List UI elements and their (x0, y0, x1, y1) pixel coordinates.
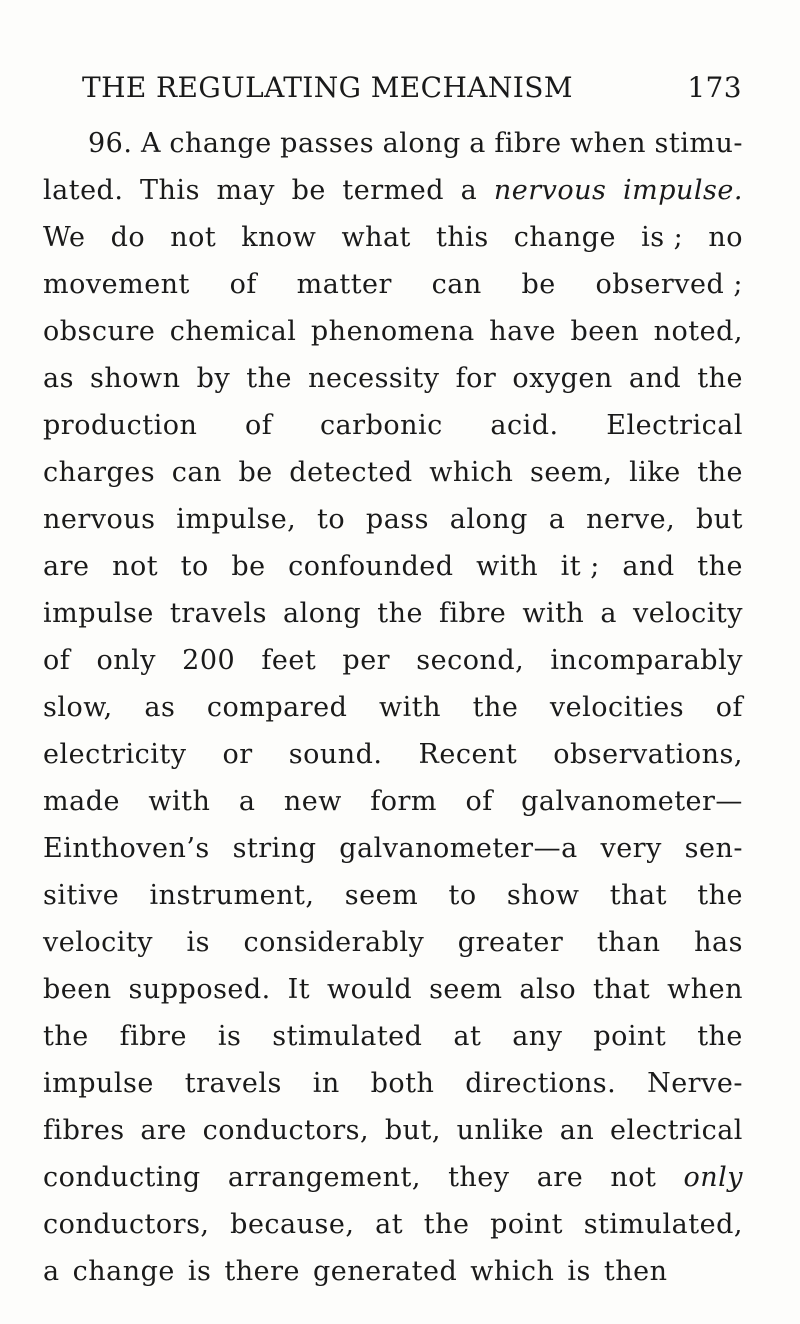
word: as (144, 692, 176, 723)
word: the (246, 363, 293, 394)
word: of (245, 410, 273, 441)
word: a (43, 1256, 60, 1287)
word: is (187, 1256, 212, 1287)
word: incomparably (550, 645, 743, 676)
word: the (697, 363, 743, 394)
word: but (695, 504, 743, 535)
word: feet (261, 645, 317, 676)
word: detected (289, 457, 413, 488)
word: then (603, 1256, 668, 1287)
text-line (43, 1060, 743, 1107)
word: an (559, 1115, 595, 1146)
word: charges (43, 457, 156, 488)
word: acid. (490, 410, 559, 441)
word: be (521, 269, 556, 300)
word: made (43, 786, 120, 817)
page-number: 173 (687, 71, 742, 104)
word: that (593, 974, 651, 1005)
word: chemical (169, 316, 297, 347)
word: production (43, 410, 198, 441)
text-line (43, 684, 743, 731)
word: for (455, 363, 497, 394)
word: by (196, 363, 231, 394)
word: at (375, 1209, 404, 1240)
word: not (112, 551, 159, 582)
word: matter (296, 269, 392, 300)
text-line (43, 120, 743, 167)
word: considerably (243, 927, 425, 958)
word: is ; (641, 222, 684, 253)
word: been (43, 974, 112, 1005)
text-line (43, 1107, 743, 1154)
word: slow, (43, 692, 113, 723)
word: velocities (549, 692, 685, 723)
word: galvanometer— (521, 786, 743, 817)
word: not (610, 1162, 657, 1193)
word: are (43, 551, 90, 582)
word: it ; (560, 551, 600, 582)
word: impulse, (176, 504, 297, 535)
word: stimu- (654, 128, 743, 159)
word: sound. (288, 739, 383, 770)
word: compared (206, 692, 348, 723)
running-head (82, 68, 742, 108)
word: observed ; (595, 269, 743, 300)
word: A (140, 128, 161, 159)
word: a (238, 786, 256, 817)
word: impulse (43, 598, 154, 629)
word: Nerve- (647, 1068, 743, 1099)
word: very (600, 833, 662, 864)
word: be (238, 457, 273, 488)
word: which (470, 1256, 555, 1287)
word: may (216, 175, 275, 206)
word: is (186, 927, 211, 958)
word: to (448, 880, 477, 911)
word: a (469, 128, 486, 159)
word: fibre (438, 598, 507, 629)
word: fibre (119, 1021, 187, 1052)
word: movement (43, 269, 190, 300)
text-line (43, 778, 743, 825)
word: or (222, 739, 253, 770)
word: only (683, 1162, 743, 1193)
word: termed (342, 175, 445, 206)
word: galvanometer—a (339, 833, 578, 864)
word: passes (280, 128, 375, 159)
word: of (715, 692, 743, 723)
word: sitive (43, 880, 120, 911)
word: unlike (456, 1115, 545, 1146)
text-line (43, 167, 743, 214)
word: conductors, (202, 1115, 370, 1146)
word: can (171, 457, 222, 488)
word: fibre (494, 128, 562, 159)
word: second, (416, 645, 525, 676)
word: and (622, 551, 675, 582)
word: nerve, (586, 504, 676, 535)
word: noted, (653, 316, 743, 347)
word: arrangement, (227, 1162, 421, 1193)
text-line (43, 449, 743, 496)
word: they (448, 1162, 510, 1193)
word: directions. (465, 1068, 617, 1099)
word: been (570, 316, 640, 347)
word: change (169, 128, 272, 159)
word: a (460, 175, 478, 206)
word: seem, (529, 457, 613, 488)
text-line (43, 261, 743, 308)
word: are (140, 1115, 187, 1146)
word: carbonic (319, 410, 443, 441)
word: is (567, 1256, 591, 1287)
word: the (697, 551, 743, 582)
word: point (593, 1021, 667, 1052)
word: stimulated, (583, 1209, 743, 1240)
word: fibres (43, 1115, 125, 1146)
word: but, (384, 1115, 441, 1146)
word: Einthoven’s (43, 833, 210, 864)
word: oxygen (512, 363, 613, 394)
word: there (224, 1256, 300, 1287)
text-line (43, 543, 743, 590)
word: conducting (43, 1162, 201, 1193)
word: It (287, 974, 311, 1005)
text-line (43, 966, 743, 1013)
word: that (609, 880, 667, 911)
word: have (489, 316, 556, 347)
word: change (72, 1256, 175, 1287)
word: can (431, 269, 482, 300)
word: pass (365, 504, 429, 535)
word: nervous (43, 504, 156, 535)
text-line (43, 402, 743, 449)
word: this (435, 222, 489, 253)
running-head-title: THE REGULATING MECHANISM (82, 71, 573, 104)
word: the (423, 1209, 470, 1240)
text-line (43, 1248, 743, 1295)
word: are (536, 1162, 584, 1193)
word: know (241, 222, 317, 253)
word: when (570, 128, 647, 159)
word: do (110, 222, 146, 253)
word: supposed. (128, 974, 271, 1005)
word: with (476, 551, 539, 582)
word: than (596, 927, 661, 958)
word: per (342, 645, 391, 676)
word: change (513, 222, 617, 253)
word: conductors, (43, 1209, 210, 1240)
word: would (327, 974, 413, 1005)
text-line (43, 872, 743, 919)
word: confounded (288, 551, 454, 582)
word: obscure (43, 316, 156, 347)
word: the (697, 1021, 743, 1052)
word: both (370, 1068, 435, 1099)
word: of (465, 786, 493, 817)
word: a (600, 598, 617, 629)
word: the (697, 457, 743, 488)
word: string (232, 833, 317, 864)
text-line (43, 825, 743, 872)
word: when (667, 974, 743, 1005)
word: nervous (493, 175, 607, 206)
word: in (312, 1068, 340, 1099)
word: along (449, 504, 528, 535)
word: to (317, 504, 346, 535)
word: stimulated (272, 1021, 423, 1052)
word: as (43, 363, 74, 394)
word: 200 (182, 645, 236, 676)
word: of (229, 269, 257, 300)
word: electricity (43, 739, 187, 770)
word: observations, (553, 739, 743, 770)
word: new (283, 786, 342, 817)
word: which (429, 457, 514, 488)
word: what (341, 222, 411, 253)
word: is (217, 1021, 242, 1052)
word: impulse. (622, 175, 743, 206)
word: only (96, 645, 156, 676)
word: along (283, 598, 362, 629)
word: not (170, 222, 217, 253)
word: be (231, 551, 266, 582)
word: electrical (609, 1115, 743, 1146)
word: greater (457, 927, 564, 958)
word: sen- (684, 833, 743, 864)
word: with (379, 692, 442, 723)
word: velocity (633, 598, 743, 629)
word: form (370, 786, 438, 817)
word: show (506, 880, 580, 911)
text-line (43, 214, 743, 261)
word: 96. (88, 128, 133, 159)
word: a (548, 504, 566, 535)
word: the (697, 880, 743, 911)
text-line (43, 355, 743, 402)
word: the (43, 1021, 89, 1052)
word: instrument, (149, 880, 315, 911)
word: necessity (308, 363, 440, 394)
word: because, (230, 1209, 355, 1240)
word: to (180, 551, 209, 582)
word: along (382, 128, 461, 159)
text-line (43, 637, 743, 684)
word: also (519, 974, 577, 1005)
word: We (43, 222, 86, 253)
text-line (43, 1201, 743, 1248)
paragraph-96 (43, 120, 743, 1295)
text-line (43, 1154, 743, 1201)
word: generated (312, 1256, 458, 1287)
word: at (453, 1021, 482, 1052)
word: travels (184, 1068, 282, 1099)
word: the (472, 692, 519, 723)
word: and (628, 363, 682, 394)
text-line (43, 1013, 743, 1060)
word: impulse (43, 1068, 154, 1099)
word: shown (90, 363, 181, 394)
word: seem (429, 974, 503, 1005)
word: phenomena (310, 316, 475, 347)
word: of (43, 645, 71, 676)
text-line (43, 308, 743, 355)
word: no (708, 222, 743, 253)
word: has (694, 927, 743, 958)
word: point (490, 1209, 564, 1240)
text-line (43, 496, 743, 543)
word: Electrical (606, 410, 743, 441)
word: be (291, 175, 326, 206)
word: Recent (418, 739, 518, 770)
word: like (629, 457, 681, 488)
text-line (43, 590, 743, 637)
text-line (43, 731, 743, 778)
word: This (140, 175, 200, 206)
word: lated. (43, 175, 124, 206)
word: with (522, 598, 585, 629)
word: the (377, 598, 423, 629)
word: velocity (43, 927, 153, 958)
text-line (43, 919, 743, 966)
word: travels (169, 598, 267, 629)
word: with (148, 786, 211, 817)
word: seem (344, 880, 419, 911)
word: any (512, 1021, 563, 1052)
